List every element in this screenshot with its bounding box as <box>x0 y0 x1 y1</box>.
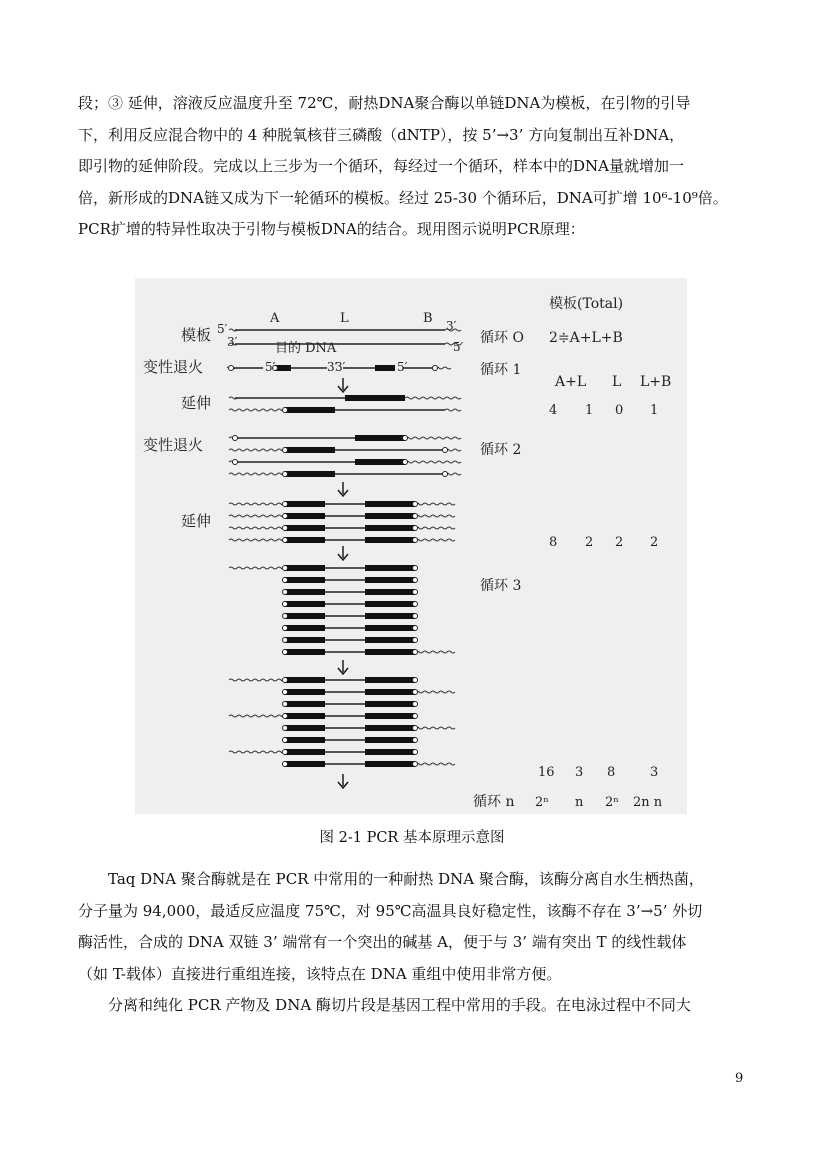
strand-end <box>283 614 288 619</box>
primer-block <box>365 625 415 631</box>
strand-end <box>413 738 418 743</box>
table-cell: 16 <box>538 765 555 780</box>
wavy-strand <box>229 515 285 517</box>
strand-end <box>403 460 408 465</box>
strand-end <box>283 538 288 543</box>
table-cell: 4 <box>549 403 558 418</box>
wavy-strand <box>415 691 455 693</box>
figure-label-template: 模板 <box>181 326 212 344</box>
primer-block <box>285 613 325 619</box>
paragraph-line: 酶活性，合成的 DNA 双链 3’ 端常有一个突出的碱基 A，便于与 3’ 端有突出 T 的线性载体 <box>78 933 687 951</box>
top-paragraph <box>78 88 750 246</box>
primer-block <box>355 435 405 441</box>
strand-end <box>283 472 288 477</box>
wavy-strand <box>415 727 455 729</box>
strand-end <box>283 702 288 707</box>
wavy-strand <box>415 651 455 653</box>
wavy-strand <box>415 503 455 505</box>
strand-end <box>413 566 418 571</box>
strand-end <box>413 762 418 767</box>
strand-end <box>443 472 448 477</box>
primer-block <box>285 625 325 631</box>
strand-end <box>413 590 418 595</box>
wavy-strand <box>415 515 455 517</box>
primer-block <box>285 537 325 543</box>
primer-block <box>365 513 415 519</box>
primer-block <box>285 565 325 571</box>
primer-block <box>365 677 415 683</box>
primer-block <box>365 737 415 743</box>
primer-block <box>285 761 325 767</box>
strand-mark: L <box>340 311 349 326</box>
primer-block <box>285 725 325 731</box>
strand-end <box>413 702 418 707</box>
primer-block <box>285 737 325 743</box>
column-header: L+B <box>640 374 672 390</box>
strand-end <box>413 678 418 683</box>
strand-end <box>283 578 288 583</box>
strand-end <box>413 690 418 695</box>
primer-block <box>285 501 325 507</box>
paragraph-line: 分离和纯化 PCR 产物及 DNA 酶切片段是基因工程中常用的手段。在电泳过程中不同大 <box>108 996 691 1014</box>
primer-block <box>365 725 415 731</box>
wavy-strand <box>229 679 285 681</box>
wavy-strand <box>229 449 285 451</box>
primer-block <box>285 601 325 607</box>
strand-end <box>283 678 288 683</box>
table-cell: 8 <box>607 765 616 780</box>
strand-end <box>413 638 418 643</box>
strand-end <box>233 436 238 441</box>
cycle-label: 循环 n <box>473 794 515 810</box>
strand-end <box>283 602 288 607</box>
strand-end <box>233 460 238 465</box>
cycle-label: 循环 3 <box>480 578 522 594</box>
strand-end <box>283 566 288 571</box>
primer-block <box>365 637 415 643</box>
wavy-strand <box>229 539 285 541</box>
primer-block <box>355 459 405 465</box>
primer-block <box>365 537 415 543</box>
primer-block <box>285 713 325 719</box>
table-cell: 2ⁿ <box>535 795 549 810</box>
strand-end <box>283 590 288 595</box>
figure-label-denature: 变性退火 <box>143 436 204 454</box>
strand-end <box>283 502 288 507</box>
strand-end <box>283 526 288 531</box>
strand-mark: 3′ <box>227 335 238 349</box>
primer-block <box>345 395 405 401</box>
primer-block <box>365 501 415 507</box>
strand-end <box>283 626 288 631</box>
primer-block <box>365 761 415 767</box>
table-cell: 2 <box>585 535 594 550</box>
wavy-strand <box>405 461 461 463</box>
strand-mark: B <box>423 311 433 326</box>
figure-label-extend: 延伸 <box>181 512 212 530</box>
primer-block <box>285 407 335 413</box>
strand-end <box>413 502 418 507</box>
primer-block <box>285 677 325 683</box>
strand-end <box>283 726 288 731</box>
strand-end <box>283 714 288 719</box>
cycle-label: 循环 2 <box>480 442 522 458</box>
figure-label-denature: 变性退火 <box>143 358 204 376</box>
figure-caption: 图 2-1 PCR 基本原理示意图 <box>319 830 505 846</box>
primer-block <box>365 613 415 619</box>
strand-end <box>413 538 418 543</box>
strand-end <box>413 626 418 631</box>
paragraph-line: 分子量为 94,000，最适反应温度 75℃，对 95℃高温具良好稳定性，该酶不存在 3’→5’ 外切 <box>78 901 703 920</box>
table-cell: 0 <box>615 403 624 418</box>
column-header: A+L <box>555 374 587 390</box>
strand-end <box>283 448 288 453</box>
primer-block <box>285 701 325 707</box>
primer-block <box>285 447 335 453</box>
column-header: L <box>612 374 622 390</box>
page-number: 9 <box>735 1071 744 1086</box>
wavy-strand <box>229 473 285 475</box>
strand-end <box>283 738 288 743</box>
strand-end <box>413 614 418 619</box>
table-cell: 1 <box>650 403 659 418</box>
primer-block <box>285 471 335 477</box>
strand-mark: 5′ <box>217 322 228 336</box>
strand-end <box>413 526 418 531</box>
primer-block <box>365 649 415 655</box>
strand-end <box>283 750 288 755</box>
strand-end <box>413 750 418 755</box>
primer-block <box>285 649 325 655</box>
wavy-strand <box>229 503 285 505</box>
wavy-strand <box>405 397 461 399</box>
pcr-principle-figure <box>135 278 687 814</box>
primer-block <box>285 637 325 643</box>
strand-mark: 3′ <box>446 319 457 333</box>
paragraph-line: 段；③ 延伸，溶液反应温度升至 72℃，耐热DNA聚合酶以单链DNA为模板，在引物的引导 <box>78 94 691 112</box>
primer-block <box>365 713 415 719</box>
primer-block <box>365 701 415 707</box>
strand-mark: 5′ <box>265 360 276 374</box>
target-dna-label: 目的 DNA <box>275 341 337 356</box>
strand-end <box>413 650 418 655</box>
strand-end <box>229 366 234 371</box>
wavy-strand <box>445 409 461 411</box>
strand-end <box>413 726 418 731</box>
primer-block <box>365 749 415 755</box>
primer-block <box>285 513 325 519</box>
dna-strands <box>227 329 461 788</box>
cycle-label: 循环 1 <box>480 362 522 378</box>
wavy-strand <box>229 409 285 411</box>
table-cell: 1 <box>585 403 594 418</box>
strand-end <box>413 602 418 607</box>
primer-block <box>375 365 395 371</box>
strand-mark: A <box>270 311 280 326</box>
strand-end <box>283 638 288 643</box>
primer-block <box>365 601 415 607</box>
primer-block <box>285 749 325 755</box>
wavy-strand <box>229 751 285 753</box>
primer-block <box>285 525 325 531</box>
table-cell: 2 <box>650 535 659 550</box>
paragraph-line: PCR扩增的特异性取决于引物与模板DNA的结合。现用图示说明PCR原理： <box>78 220 585 238</box>
primer-block <box>365 565 415 571</box>
wavy-strand <box>415 763 455 765</box>
wavy-strand <box>229 527 285 529</box>
table-cell: 2 <box>615 535 624 550</box>
strand-end <box>443 448 448 453</box>
strand-end <box>413 714 418 719</box>
wavy-strand <box>229 715 285 717</box>
table-cell: 2n n <box>633 795 663 810</box>
paragraph-line: Taq DNA 聚合酶就是在 PCR 中常用的一种耐热 DNA 聚合酶，该酶分离自水生栖热菌， <box>108 870 704 888</box>
wavy-strand <box>229 567 285 569</box>
primer-block <box>365 577 415 583</box>
strand-end <box>283 650 288 655</box>
strand-mark: 3′ <box>335 360 346 374</box>
paragraph-line: 倍，新形成的DNA链又成为下一轮循环的模板。经过 25-30 个循环后，DNA可扩增 10⁶-10⁹倍。 <box>78 188 728 207</box>
table-cell: 2ⁿ <box>605 795 619 810</box>
primer-block <box>365 525 415 531</box>
strand-mark: 5′ <box>453 340 464 354</box>
strand-end <box>283 690 288 695</box>
strand-end <box>413 578 418 583</box>
cycle-label: 循环 O <box>480 330 524 346</box>
strand-end <box>283 408 288 413</box>
paragraph-line: 即引物的延伸阶段。完成以上三步为一个循环，每经过一个循环，样本中的DNA量就增加一 <box>78 157 684 175</box>
cycle0-formula: 2≑A+L+B <box>549 330 623 346</box>
wavy-strand <box>405 437 461 439</box>
primer-block <box>365 689 415 695</box>
primer-block <box>285 577 325 583</box>
bottom-paragraph <box>78 864 750 1022</box>
primer-block <box>285 589 325 595</box>
wavy-strand <box>415 527 455 529</box>
strand-end <box>433 366 438 371</box>
strand-mark: 5′ <box>397 360 408 374</box>
paragraph-line: （如 T-载体）直接进行重组连接，该特点在 DNA 重组中使用非常方便。 <box>78 964 562 983</box>
strand-end <box>403 436 408 441</box>
table-cell: 3 <box>575 765 584 780</box>
table-cell: 3 <box>650 765 659 780</box>
figure-label-extend: 延伸 <box>181 394 212 412</box>
table-cell: 8 <box>549 535 558 550</box>
table-header: 模板(Total) <box>549 296 624 312</box>
table-cell: n <box>575 795 584 810</box>
strand-end <box>413 514 418 519</box>
primer-block <box>365 589 415 595</box>
primer-block <box>285 689 325 695</box>
paragraph-line: 下，利用反应混合物中的 4 种脱氧核苷三磷酸（dNTP），按 5’→3’ 方向复制出互补DNA， <box>78 125 685 144</box>
strand-end <box>283 762 288 767</box>
wavy-strand <box>415 539 455 541</box>
strand-mark: 3′ <box>327 360 338 374</box>
strand-end <box>283 514 288 519</box>
